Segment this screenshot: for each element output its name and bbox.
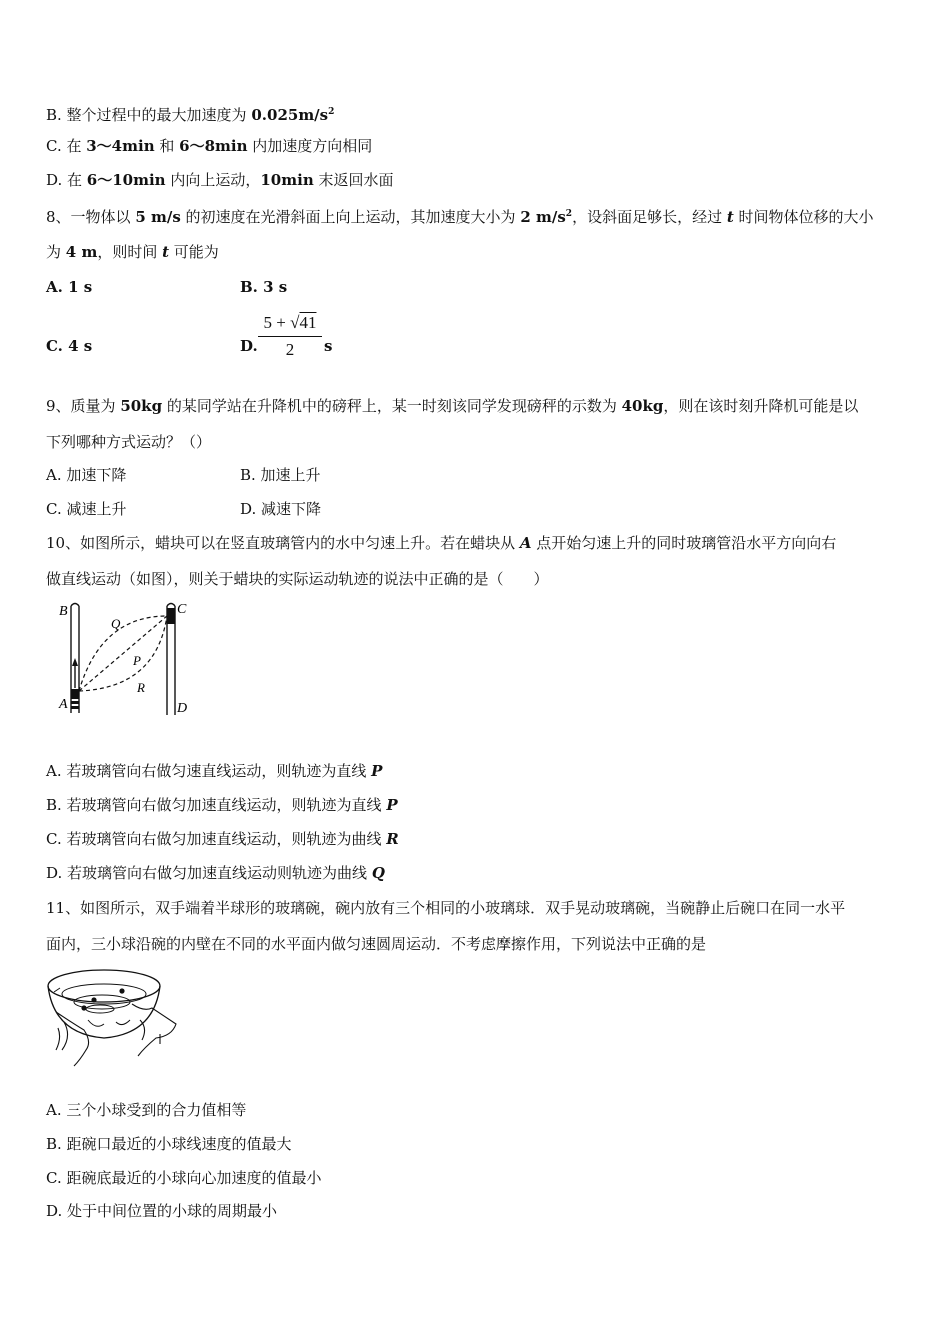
q8-option-d-unit: s (324, 337, 333, 355)
q11-stem-line1: 11、如图所示，双手端着半球形的玻璃碗，碗内放有三个相同的小玻璃球．双手晃动玻璃碗，当碗静止后碗口在同一水平 (46, 899, 846, 917)
q10-figure-tube-diagram (56, 598, 196, 722)
q8-option-d-label: D. (240, 337, 258, 355)
q7-option-b: B. 整个过程中的最大加速度为 $0.025m/s^2$ (46, 106, 335, 124)
q11-stem-line2: 面内，三小球沿碗的内壁在不同的水平面内做匀速圆周运动．不考虑摩擦作用，下列说法中正确的是 (46, 935, 707, 953)
q8-option-d-fraction (258, 312, 322, 361)
fraction-denominator: 2 (285, 340, 295, 359)
fig-label-c: C (177, 602, 187, 617)
q10-stem-line2: 做直线运动（如图），则关于蜡块的实际运动轨迹的说法中正确的是（ ） (46, 570, 549, 588)
q7-option-c: C. 在 3～4min 和 6～8min 内加速度方向相同 (46, 137, 373, 155)
fig-label-b: B (59, 604, 68, 619)
q11-option-b: B. 距碗口最近的小球线速度的值最大 (46, 1135, 292, 1153)
q11-option-c: C. 距碗底最近的小球向心加速度的值最小 (46, 1169, 322, 1187)
q8-option-b: B. 3 s (240, 278, 288, 296)
q10-option-b: B. 若玻璃管向右做匀加速直线运动，则轨迹为直线 P (46, 796, 398, 814)
fig-label-a: A (59, 697, 68, 712)
q9-option-a: A. 加速下降 (46, 466, 127, 484)
q10-stem-line1: 10、如图所示，蜡块可以在竖直玻璃管内的水中匀速上升。若在蜡块从 A 点开始匀速上升的同时玻璃管沿水平方向向右 (46, 534, 837, 552)
q10-option-c: C. 若玻璃管向右做匀加速直线运动，则轨迹为曲线 R (46, 830, 399, 848)
q8-option-a: A. 1 s (46, 278, 93, 296)
fig-label-r: R (137, 680, 145, 695)
q10-option-d: D. 若玻璃管向右做匀加速直线运动则轨迹为曲线 Q (46, 864, 385, 882)
q9-option-c: C. 减速上升 (46, 500, 127, 518)
q9-stem-line1: 9、质量为 50kg 的某同学站在升降机中的磅秤上，某一时刻该同学发现磅秤的示数为 40kg，则在该时刻升降机可能是以 (46, 397, 859, 415)
q7-option-d: D. 在 6～10min 内向上运动，10min 末返回水面 (46, 171, 394, 189)
fraction-numerator: 5 + √41 (263, 313, 317, 332)
q11-figure-bowl-hands (44, 964, 184, 1078)
q9-stem-line2: 下列哪种方式运动？（） (46, 433, 212, 451)
fig-label-d: D (177, 701, 188, 716)
q11-option-a: A. 三个小球受到的合力值相等 (46, 1101, 247, 1119)
q8-option-c: C. 4 s (46, 337, 93, 355)
q8-stem-line2: 为 4 m，则时间 t 可能为 (46, 243, 219, 261)
q9-option-b: B. 加速上升 (240, 466, 321, 484)
fig-label-q: Q (111, 616, 121, 631)
q8-stem-line1: 8、一物体以 5 m/s 的初速度在光滑斜面上向上运动，其加速度大小为 2 $m/s^2$，设斜面足够长，经过 t 时间物体位移的大小 (46, 208, 874, 226)
q10-option-a: A. 若玻璃管向右做匀速直线运动，则轨迹为直线 P (46, 762, 383, 780)
q11-option-d: D. 处于中间位置的小球的周期最小 (46, 1202, 278, 1220)
fig-label-p: P (133, 653, 141, 668)
q9-option-d: D. 减速下降 (240, 500, 322, 518)
fraction-bar (258, 336, 322, 337)
